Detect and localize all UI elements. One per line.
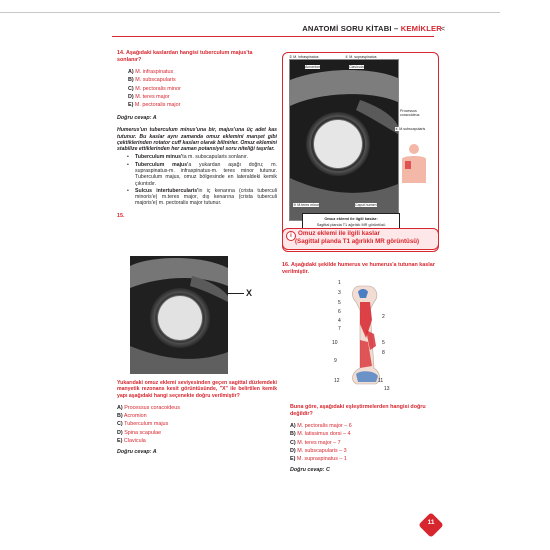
q14-option-a[interactable] — [128, 68, 277, 76]
label-supraspinatus: ① M. supraspinatus — [345, 55, 377, 59]
bullet-bold: Tuberculum minus' — [135, 154, 183, 161]
book-brand: KEMİKLER — [400, 24, 442, 33]
diagram-number: 2 — [382, 314, 385, 320]
label-coracoid: Processus coracoideus — [400, 109, 434, 117]
page-number: 11 — [427, 519, 435, 526]
diagram-number: 13 — [384, 386, 390, 392]
option-text: M. pectoralis minor — [135, 85, 181, 92]
option-letter: E) — [117, 437, 123, 444]
torso-icon — [399, 143, 429, 183]
option-letter: B) — [117, 413, 123, 420]
q15-option-c[interactable] — [117, 420, 277, 428]
bullet-bold: Sulcus intertubercularis' — [135, 187, 199, 194]
option-letter: A) — [128, 69, 134, 76]
q16-question-block — [290, 404, 440, 473]
header-mark: < — [440, 26, 445, 33]
q15-text: Yukarıdaki omuz eklemi seviyesinden geçen sagittal düzlemdeki manyetik rezonans kesit görüntüsünde, "X" ile belirtilen kemik yapı aşağıdaki hangi seçenekte doğru verilmiştir? — [117, 380, 277, 399]
mri-scan-graphic — [130, 256, 228, 374]
q15-option-e[interactable] — [117, 437, 277, 445]
diagram-number: 12 — [334, 378, 340, 384]
q16-option-d[interactable] — [290, 447, 440, 455]
bullet-item — [127, 154, 277, 160]
option-text: Spina scapulae — [124, 429, 162, 436]
left-column — [117, 50, 277, 219]
diagram-number: 4 — [338, 318, 341, 324]
q16-option-e[interactable] — [290, 455, 440, 463]
q14-option-b[interactable] — [128, 76, 277, 84]
option-letter: C) — [290, 439, 296, 446]
option-letter: C) — [128, 85, 134, 92]
q14-number: 14. — [117, 50, 125, 56]
q16-option-a[interactable] — [290, 422, 440, 430]
x-pointer-line — [228, 293, 244, 294]
option-letter: C) — [117, 421, 123, 428]
q14-bullets — [127, 154, 277, 206]
q14-text: Aşağıdaki kaslardan hangisi tuberculum majus'ta sonlanır? — [117, 50, 253, 63]
option-text: M. subscapularis – 3 — [297, 447, 347, 454]
diagram-number: 5 — [382, 340, 385, 346]
option-text: Processus coracoideus — [124, 404, 180, 411]
diagram-number: 10 — [332, 340, 338, 346]
label-caput-humeri: Caput humeri — [355, 203, 377, 207]
header-rule — [112, 36, 434, 37]
option-text: M. subscapularis — [135, 77, 176, 84]
q14-stem — [117, 50, 277, 63]
q16-stem — [282, 262, 438, 275]
q16-options — [290, 422, 440, 463]
label-teres-minor: ③ M.teres minor — [293, 203, 320, 207]
option-letter: B) — [290, 431, 296, 438]
q16-number: 16. — [282, 262, 290, 268]
q15-number: 15. — [117, 212, 125, 219]
option-letter: E) — [290, 456, 296, 462]
info-line-1: Omuz eklemi ile ilgili kaslar — [298, 230, 380, 237]
figure-mri-graphic — [290, 60, 398, 220]
info-icon: i — [286, 231, 296, 241]
q14-answer: Doğru cevap: A — [117, 115, 157, 122]
option-letter: D) — [290, 447, 296, 454]
q15-mri-image — [130, 256, 228, 374]
option-letter: D) — [128, 93, 134, 100]
diagram-number: 9 — [334, 358, 337, 364]
option-text: M. infraspinatus — [135, 69, 174, 76]
option-letter: D) — [117, 429, 123, 436]
label-acromion: Acromion — [305, 65, 321, 69]
caption-subtitle: Sagittal planda T1 ağırlıklı MR görüntüsü — [316, 223, 386, 227]
q16-question: Buna göre, aşağıdaki eşleştirmelerden hangisi doğru değildir? — [290, 404, 426, 417]
humerus-diagram — [330, 280, 400, 393]
figure-mri-image — [289, 59, 399, 221]
top-border — [0, 12, 500, 13]
q14-option-e[interactable] — [128, 101, 277, 109]
q15-option-d[interactable] — [117, 429, 277, 437]
option-text: M. pectoralis major — [134, 102, 181, 108]
bullet-item — [127, 188, 277, 207]
label-clavicula: Clavicula — [349, 65, 364, 69]
q14-option-c[interactable] — [128, 85, 277, 93]
option-letter: A) — [290, 423, 296, 430]
option-text: M. pectoralis major – 6 — [297, 423, 352, 430]
option-letter: E) — [128, 102, 134, 108]
q15-option-a[interactable] — [117, 404, 277, 412]
option-letter: B) — [128, 77, 134, 84]
diagram-number: 1 — [338, 280, 341, 286]
option-letter: A) — [117, 404, 123, 411]
humerus-graphic — [330, 280, 400, 393]
q14-option-d[interactable] — [128, 93, 277, 101]
option-text: M. teres major – 7 — [297, 439, 341, 446]
bullet-rest: in iç kenarına (crista tuberculi minoris'e) m.teres major, dış kenarına (crista tuberculi majoris'e) m. pectoralis major tutunur. — [135, 187, 277, 207]
label-subscapularis: ④ M.subscapularis — [395, 127, 426, 131]
x-marker: X — [246, 288, 253, 298]
bullet-rest: ta m. subscapularis sonlanır. — [182, 154, 249, 161]
option-text: M. supraspinatus – 1 — [296, 456, 347, 462]
bullet-item — [127, 162, 277, 187]
option-text: M. teres major — [135, 93, 170, 100]
q14-options — [128, 68, 277, 109]
q15-answer: Doğru cevap: A — [117, 448, 157, 455]
diagram-number: 8 — [382, 350, 385, 356]
option-text: Clavicula — [123, 437, 146, 444]
diagram-number: 7 — [338, 326, 341, 332]
q16-stem-block — [282, 262, 438, 275]
option-text: Tuberculum majus — [124, 421, 169, 428]
book-title-text: ANATOMİ SORU KİTABI – — [302, 24, 401, 33]
label-infraspinatus: ② M. infraspinatus — [289, 55, 319, 59]
option-text: M. latissimus dorsi – 4 — [297, 431, 351, 438]
q15-number-row — [117, 213, 277, 220]
diagram-number: 11 — [378, 378, 384, 384]
q16-text: Aşağıdaki şekilde humerus ve humerus'a tutunan kaslar verilmiştir. — [282, 262, 435, 275]
q16-answer: Doğru cevap: C — [290, 467, 330, 474]
diagram-number: 6 — [338, 309, 341, 315]
caption-title: Omuz eklemi ile ilgili kaslar: — [324, 216, 378, 221]
diagram-number: 3 — [338, 290, 341, 296]
bullet-rest: a yukardan aşağı doğru; m. supraspinatus-m. infraspinatus-m. teres minor tutunur. Tuberculum majus, omuz bölgesinde en lateraldeki kemik çıkıntıdır. — [135, 161, 277, 187]
info-line-2: (Sagittal planda T1 ağırlıklı MR görüntüsü) — [295, 238, 420, 245]
diagram-number: 5 — [338, 300, 341, 306]
option-text: Acromion — [123, 413, 147, 420]
q15-options — [117, 404, 277, 445]
q15-option-b[interactable] — [117, 412, 277, 420]
q14-explanation: Humerus'un tuberculum minus'una bir, majus'una üç adet kas tutunur. Bu kaslar aynı zamanda omuz eklemini manşet gibi çektiklerinden rotator cuff kasları olarak bilinirler. Omuz eklemini stabilize ettiklerinden her zaman potansiyel soru niteliği taşırlar. — [117, 127, 277, 153]
book-title — [302, 24, 442, 33]
bullet-bold: Tuberculum majus' — [135, 161, 189, 168]
q15-block — [117, 380, 277, 455]
q16-option-c[interactable] — [290, 439, 440, 447]
q16-option-b[interactable] — [290, 430, 440, 438]
